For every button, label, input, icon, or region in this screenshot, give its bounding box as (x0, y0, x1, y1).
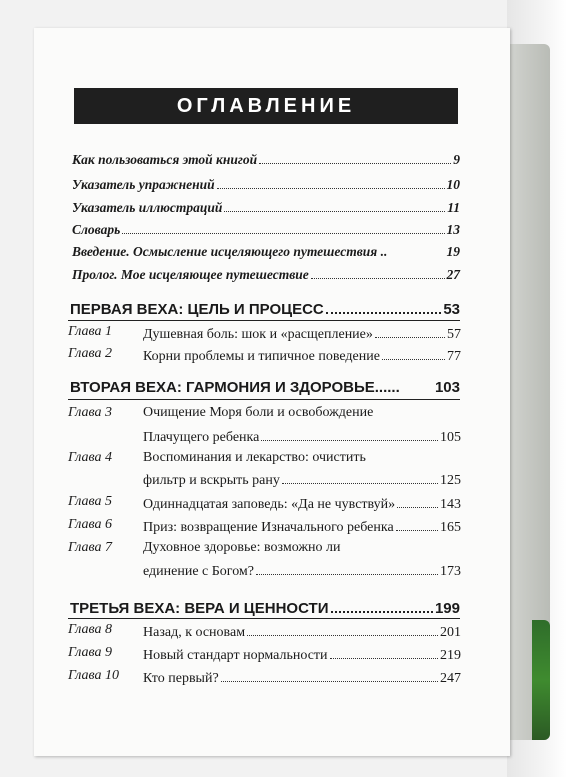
toc-entry-chapter-7: единение с Богом? 173 (143, 561, 461, 580)
toc-entry-prologue: Пролог. Мое исцеляющее путешествие 27 (72, 267, 460, 283)
leader-dots (247, 622, 438, 636)
toc-entry-chapter-9: Новый стандарт нормальности 219 (143, 645, 461, 664)
toc-title: ОГЛАВЛЕНИЕ (176, 94, 356, 117)
leader-dots (282, 470, 438, 484)
chapter-label: Глава 3 (68, 405, 112, 420)
toc-entry-introduction: Введение. Осмысление исцеляющего путешествия .. 19 (72, 244, 460, 260)
leader-dots (256, 561, 438, 575)
toc-entry-chapter-5: Одиннадцатая заповедь: «Да не чувствуй» 143 (143, 494, 461, 513)
chapter-title-line: Воспоминания и лекарство: очистить (143, 450, 366, 465)
toc-title-bar (74, 88, 458, 124)
toc-entry-chapter-8: Назад, к основам 201 (143, 622, 461, 641)
leader-dots (122, 221, 444, 234)
toc-entry-chapter-10: Кто первый? 247 (143, 668, 461, 687)
part-heading-1: ПЕРВАЯ ВЕХА: ЦЕЛЬ И ПРОЦЕСС 53 (70, 298, 460, 318)
chapter-title-line: Духовное здоровье: возможно ли (143, 540, 341, 555)
leader-dots (330, 645, 438, 659)
chapter-label: Глава 8 (68, 622, 112, 637)
part-heading-3: ТРЕТЬЯ ВЕХА: ВЕРА И ЦЕННОСТИ 199 (70, 597, 460, 617)
part-divider (68, 399, 460, 400)
toc-entry-glossary: Словарь 13 (72, 222, 460, 238)
toc-entry-how-to-use: Как пользоваться этой книгой 9 (72, 152, 460, 168)
chapter-label: Глава 10 (68, 668, 119, 683)
leader-dots (397, 494, 438, 508)
part-divider (68, 320, 460, 321)
toc-entry-chapter-1: Душевная боль: шок и «расщепление» 57 (143, 324, 461, 343)
toc-entry-illustrations-index: Указатель иллюстраций 11 (72, 200, 460, 216)
toc-entry-exercises-index: Указатель упражнений 10 (72, 177, 460, 193)
leader-dots (402, 378, 433, 392)
chapter-label: Глава 2 (68, 346, 112, 361)
toc-entry-chapter-3: Плачущего ребенка 105 (143, 427, 461, 446)
leader-dots (326, 298, 442, 314)
toc-entry-chapter-2: Корни проблемы и типичное поведение 77 (143, 346, 461, 365)
chapter-label: Глава 1 (68, 324, 112, 339)
leader-dots (331, 597, 433, 613)
leader-dots (382, 346, 445, 360)
leader-dots (389, 244, 444, 256)
toc-entry-chapter-4: фильтр и вскрыть рану 125 (143, 470, 461, 489)
leader-dots (221, 668, 438, 682)
leader-dots (217, 176, 445, 189)
part-heading-2: ВТОРАЯ ВЕХА: ГАРМОНИЯ И ЗДОРОВЬЕ...... 103 (70, 378, 460, 396)
toc-entry-chapter-6: Приз: возвращение Изначального ребенка 165 (143, 517, 461, 536)
chapter-label: Глава 9 (68, 645, 112, 660)
leader-dots (261, 427, 438, 441)
part-divider (68, 618, 460, 619)
chapter-title-line: Очищение Моря боли и освобождение (143, 405, 374, 420)
chapter-label: Глава 6 (68, 517, 112, 532)
leader-dots (396, 517, 438, 531)
chapter-label: Глава 5 (68, 494, 112, 509)
leader-dots (224, 199, 445, 212)
leader-dots (375, 324, 445, 338)
chapter-label: Глава 7 (68, 540, 112, 555)
chapter-label: Глава 4 (68, 450, 112, 465)
leader-dots (259, 151, 451, 164)
leader-dots (311, 266, 445, 279)
book-cover-edge (532, 620, 550, 740)
